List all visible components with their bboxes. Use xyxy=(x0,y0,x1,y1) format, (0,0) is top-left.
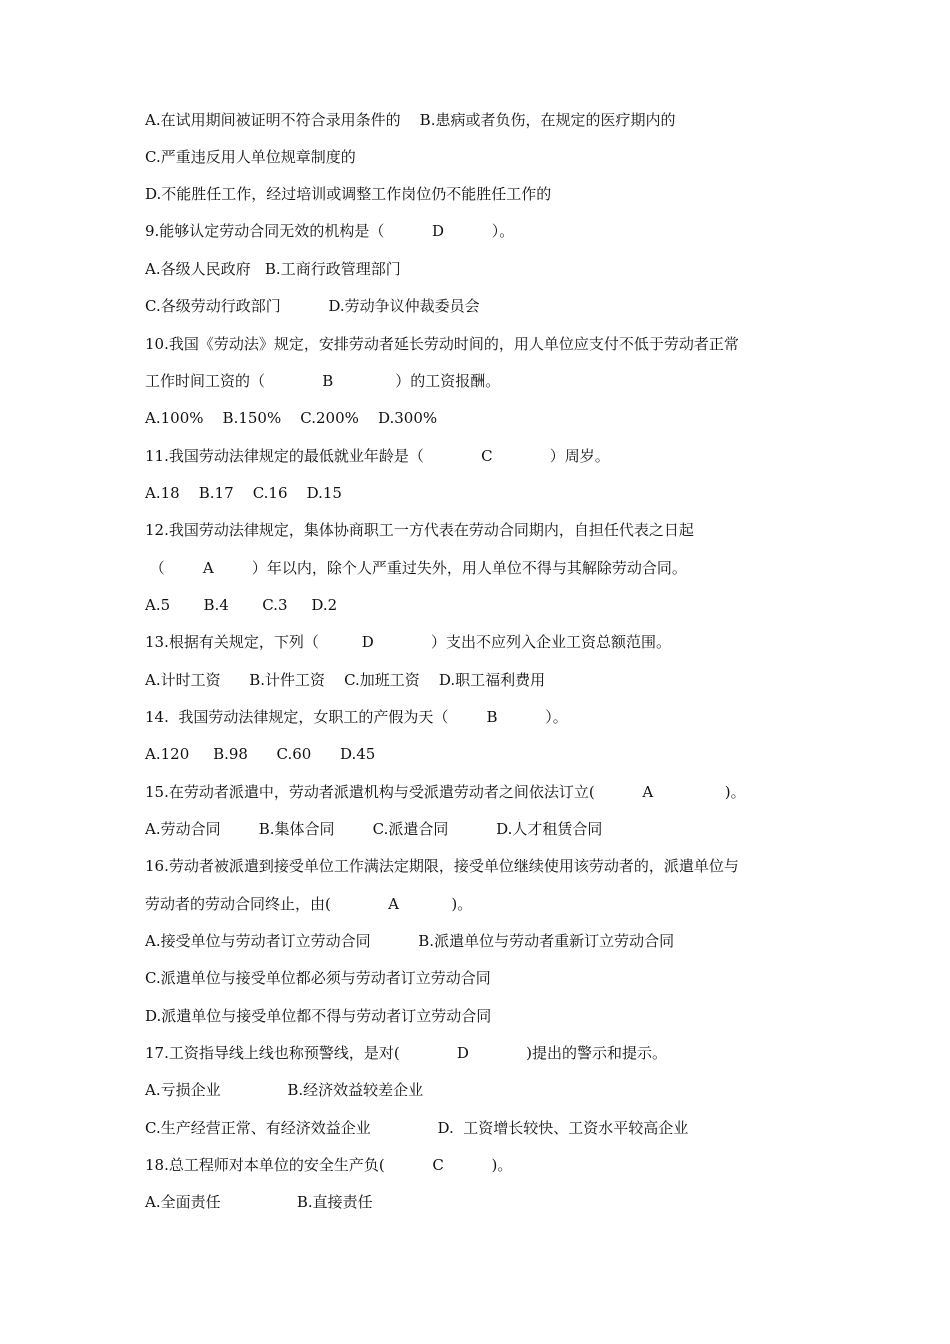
option-line: A.120 B.98 C.60 D.45 xyxy=(145,745,376,763)
question-line: 劳动者的劳动合同终止，由( A )。 xyxy=(145,895,473,913)
question-line: 9.能够认定劳动合同无效的机构是（ D ）。 xyxy=(145,222,515,240)
option-line: A.亏损企业 B.经济效益较差企业 xyxy=(145,1081,424,1099)
option-line: C.严重违反用人单位规章制度的 xyxy=(145,148,356,166)
option-line: A.计时工资 B.计件工资 C.加班工资 D.职工福利费用 xyxy=(145,671,546,689)
option-line: A.各级人民政府 B.工商行政管理部门 xyxy=(145,260,401,278)
option-line: D.不能胜任工作，经过培训或调整工作岗位仍不能胜任工作的 xyxy=(145,185,552,203)
question-line: 10.我国《劳动法》规定，安排劳动者延长劳动时间的，用人单位应支付不低于劳动者正常 xyxy=(145,335,739,353)
option-line: A.5 B.4 C.3 D.2 xyxy=(145,596,338,614)
question-line: 13.根据有关规定，下列（ D ）支出不应列入企业工资总额范围。 xyxy=(145,633,672,651)
question-line: 18.总工程师对本单位的安全生产负( C )。 xyxy=(145,1156,513,1174)
option-line: A.接受单位与劳动者订立劳动合同 B.派遣单位与劳动者重新订立劳动合同 xyxy=(145,932,675,950)
question-line: 12.我国劳动法律规定，集体协商职工一方代表在劳动合同期内，自担任代表之日起 xyxy=(145,521,694,539)
question-line: （ A ）年以内，除个人严重过失外，用人单位不得与其解除劳动合同。 xyxy=(145,559,687,577)
question-line: 14. 我国劳动法律规定，女职工的产假为天（ B ）。 xyxy=(145,708,568,726)
option-line: A.全面责任 B.直接责任 xyxy=(145,1193,373,1211)
option-line: A.18 B.17 C.16 D.15 xyxy=(145,484,342,502)
question-line: 11.我国劳动法律规定的最低就业年龄是（ C ）周岁。 xyxy=(145,447,610,465)
option-line: C.生产经营正常、有经济效益企业 D. 工资增长较快、工资水平较高企业 xyxy=(145,1119,689,1137)
option-line: C.派遣单位与接受单位都必须与劳动者订立劳动合同 xyxy=(145,969,491,987)
question-line: 工作时间工资的（ B ）的工资报酬。 xyxy=(145,372,501,390)
question-line: 16.劳动者被派遣到接受单位工作满法定期限，接受单位继续使用该劳动者的，派遣单位与 xyxy=(145,857,739,875)
option-line: A.劳动合同 B.集体合同 C.派遣合同 D.人才租赁合同 xyxy=(145,820,603,838)
question-line: 17.工资指导线上线也称预警线，是对( D )提出的警示和提示。 xyxy=(145,1044,668,1062)
question-line: 15.在劳动者派遣中，劳动者派遣机构与受派遣劳动者之间依法订立( A )。 xyxy=(145,783,746,801)
option-line: C.各级劳动行政部门 D.劳动争议仲裁委员会 xyxy=(145,297,480,315)
option-line: A.在试用期间被证明不符合录用条件的 B.患病或者负伤，在规定的医疗期内的 xyxy=(145,111,676,129)
option-line: A.100% B.150% C.200% D.300% xyxy=(145,409,438,427)
option-line: D.派遣单位与接受单位都不得与劳动者订立劳动合同 xyxy=(145,1007,492,1025)
